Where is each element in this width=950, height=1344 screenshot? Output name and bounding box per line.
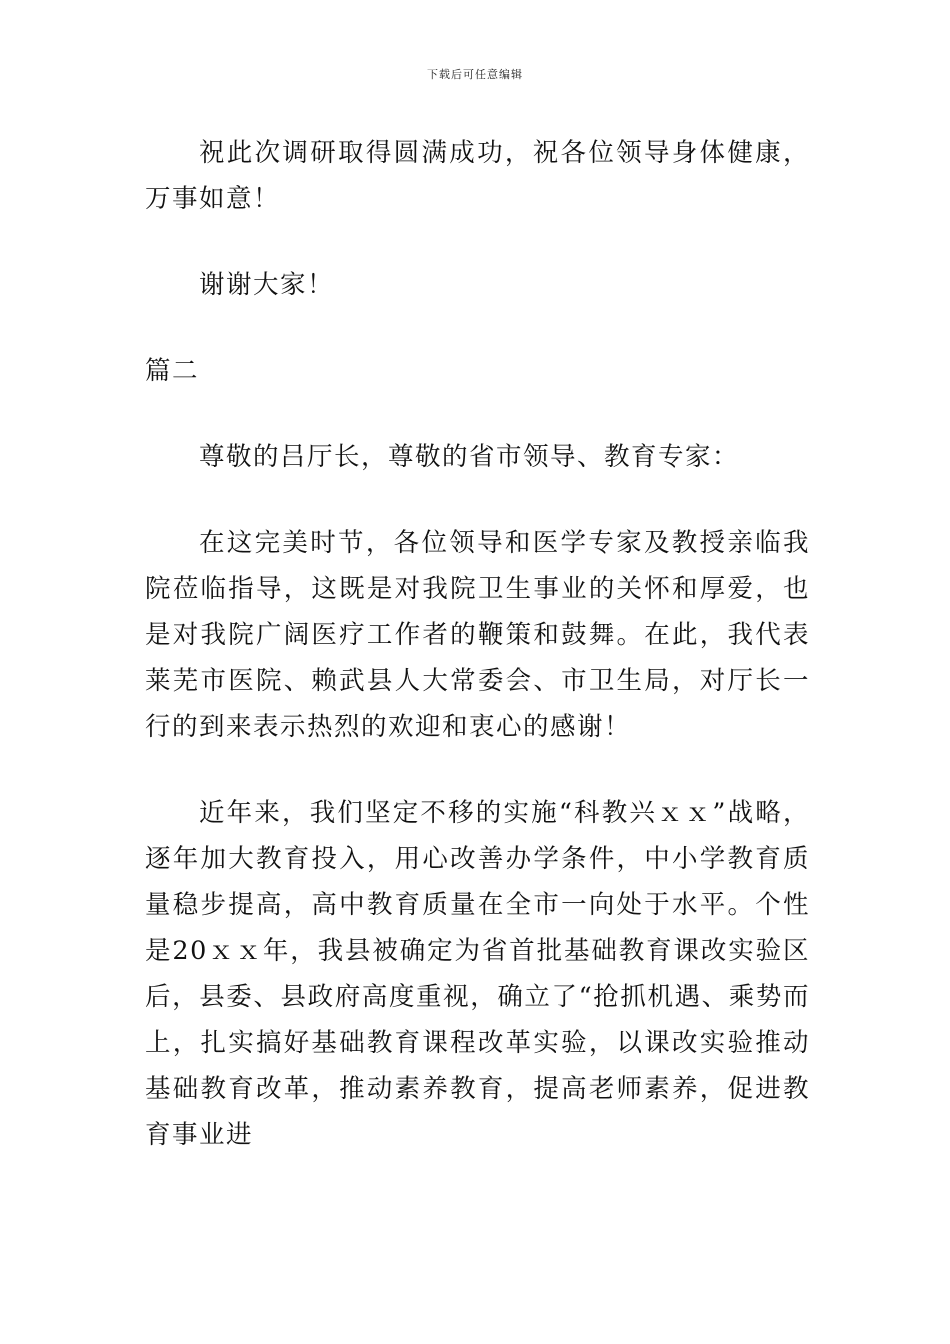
paragraph-closing-wishes: 祝此次调研取得圆满成功，祝各位领导身体健康，万事如意！ <box>145 138 810 214</box>
paragraph-salutation: 尊敬的吕厅长，尊敬的省市领导、教育专家： <box>199 442 740 472</box>
paragraph-thanks: 谢谢大家！ <box>199 270 335 300</box>
paragraph-education: 近年来，我们坚定不移的实施“科教兴ｘｘ”战略，逐年加大教育投入，用心改善办学条件，中小学教育质量稳步提高，高中教育质量在全市一向处于水平。个性是20ｘｘ年，我县被确定为省首批基础教育课改实验区后，县委、县政府高度重视，确立了“抢抓机遇、乘势而上，扎实搞好基础教育课程改革实验，以课改实验推动基础教育改革，推动素养教育，提高老师素养，促进教育事业进 <box>145 798 810 1150</box>
paragraph-welcome: 在这完美时节，各位领导和医学专家及教授亲临我院莅临指导，这既是对我院卫生事业的关怀和厚爱，也是对我院广阔医疗工作者的鞭策和鼓舞。在此，我代表莱芜市医院、赖武县人大常委会、市卫生局，对厅长一行的到来表示热烈的欢迎和衷心的感谢！ <box>145 528 810 742</box>
page-header: 下载后可任意编辑 <box>427 68 523 81</box>
section-title: 篇二 <box>145 356 200 386</box>
document-body <box>145 130 810 1158</box>
